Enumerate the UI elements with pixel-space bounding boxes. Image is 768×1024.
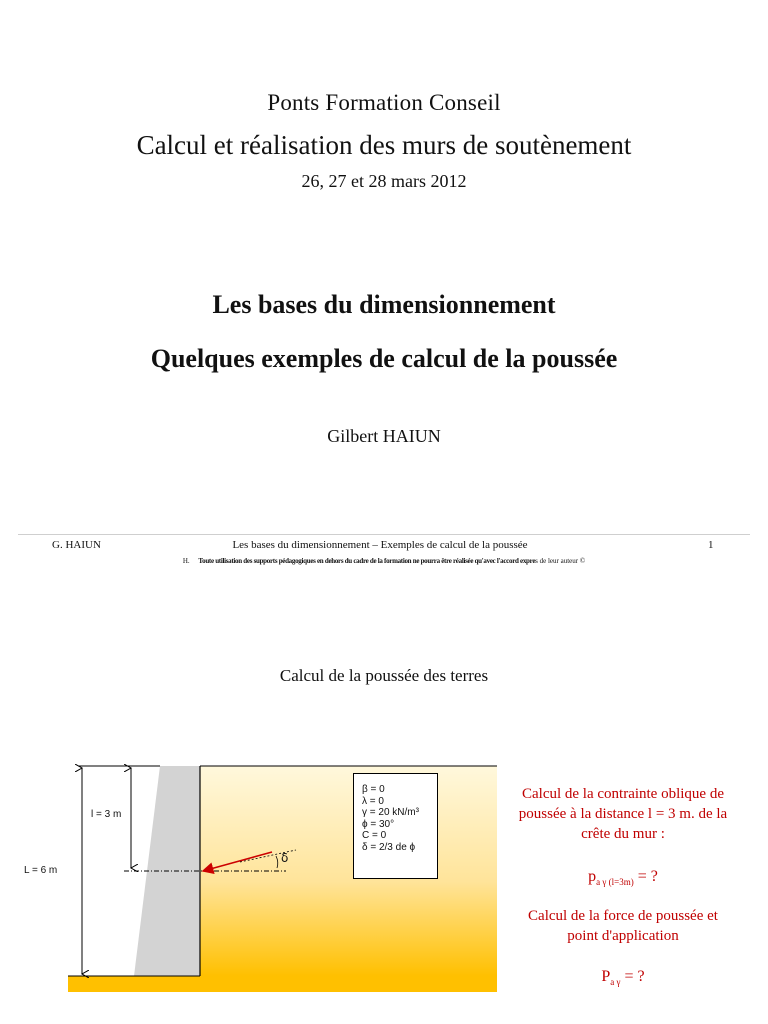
soil-parameters-box bbox=[353, 773, 438, 879]
formula-force-rest: = ? bbox=[620, 968, 645, 985]
copyright-prefix: H. bbox=[182, 557, 190, 565]
page-number: 1 bbox=[708, 539, 714, 551]
param-phi: ϕ = 30° bbox=[362, 818, 395, 830]
main-heading: Les bases du dimensionnement bbox=[212, 290, 556, 319]
organization-name: Ponts Formation Conseil bbox=[267, 90, 501, 115]
question-stress-line1: Calcul de la contrainte oblique de bbox=[521, 786, 724, 802]
formula-stress bbox=[498, 868, 748, 887]
formula-force-main: P bbox=[601, 968, 611, 985]
footer-author: G. HAIUN bbox=[52, 539, 101, 551]
copyright-text: Toute utilisation des supports pédagogiques en dehors du cadre de la formation ne pourra être réalisée qu'avec l'accord expre bbox=[198, 557, 536, 565]
question-stress-line3: crête du mur : bbox=[581, 826, 665, 842]
slide-title: Calcul de la poussée des terres bbox=[279, 666, 489, 685]
param-lambda: λ = 0 bbox=[362, 795, 384, 807]
question-force-line1: Calcul de la force de poussée et bbox=[528, 908, 718, 924]
param-cohesion: C = 0 bbox=[362, 830, 387, 842]
formula-stress-sub: a γ (l=3m) bbox=[596, 877, 634, 888]
question-force bbox=[498, 906, 748, 946]
sub-heading: Quelques exemples de calcul de la poussée bbox=[150, 344, 618, 373]
formula-stress-rest: = ? bbox=[633, 868, 658, 885]
author-name: Gilbert HAIUN bbox=[327, 426, 441, 446]
formula-force-sub: a γ bbox=[610, 977, 621, 988]
question-force-line2: point d'application bbox=[567, 928, 679, 944]
copyright-suffix: s de leur auteur © bbox=[535, 557, 586, 565]
delta-symbol: δ bbox=[281, 851, 289, 865]
param-delta: δ = 2/3 de ϕ bbox=[362, 841, 416, 853]
footer-title: Les bases du dimensionnement – Exemples de calcul de la poussée bbox=[232, 539, 528, 551]
label-l: l = 3 m bbox=[91, 809, 122, 820]
soil-base bbox=[68, 976, 497, 992]
param-gamma: γ = 20 kN/m³ bbox=[362, 807, 419, 819]
formula-stress-main: p bbox=[588, 868, 597, 885]
param-beta: β = 0 bbox=[362, 784, 385, 795]
course-title: Calcul et réalisation des murs de soutènement bbox=[136, 130, 632, 160]
question-stress bbox=[498, 784, 748, 844]
formula-force bbox=[498, 968, 748, 987]
label-L: L = 6 m bbox=[24, 865, 58, 876]
question-stress-line2: poussée à la distance l = 3 m. de la bbox=[518, 806, 728, 822]
course-dates: 26, 27 et 28 mars 2012 bbox=[301, 171, 467, 191]
